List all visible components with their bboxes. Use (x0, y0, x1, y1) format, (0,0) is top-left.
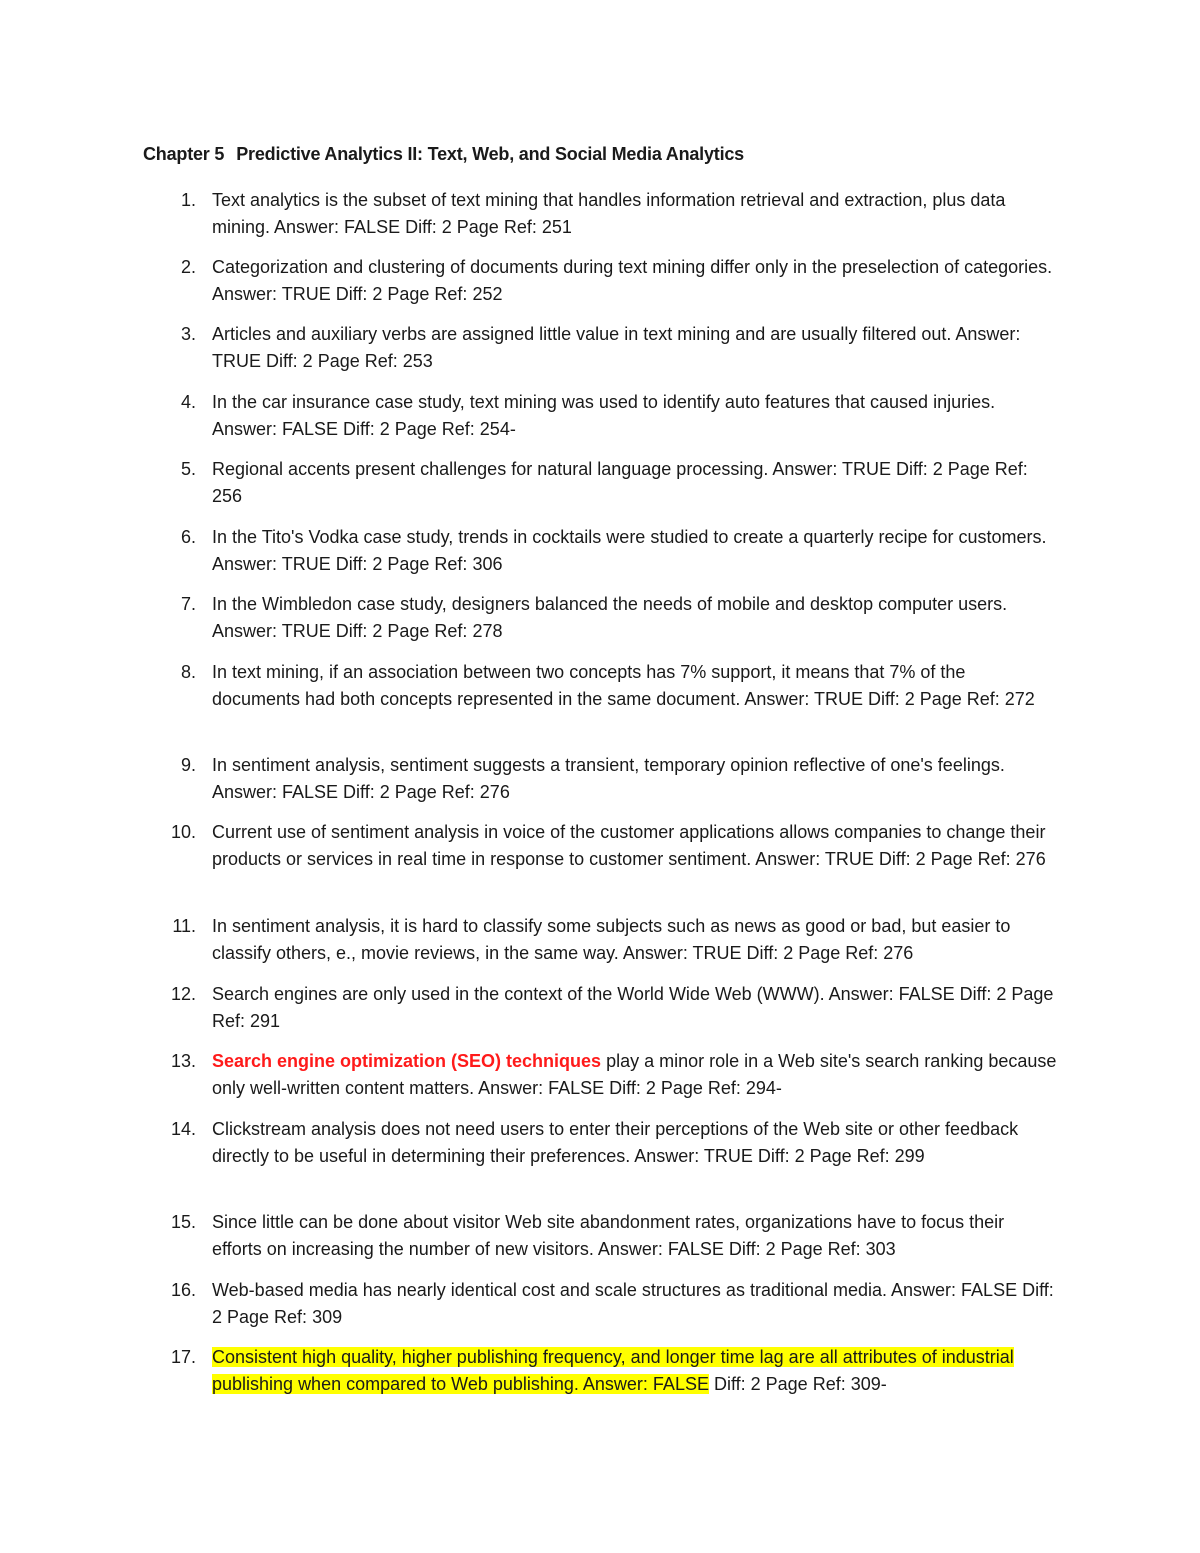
question-text: Categorization and clustering of documents during text mining differ only in the preselection of categories. Answer: TRUE Diff: 2 Page Ref: 252 (212, 257, 1053, 304)
question-number: 13. (170, 1051, 196, 1071)
question-text: Articles and auxiliary verbs are assigned little value in text mining and are usually filtered out. Answer: TRUE Diff: 2 Page Ref: 253 (212, 324, 1021, 371)
question-text: Search engines are only used in the context of the World Wide Web (WWW). Answer: FALSE Diff: 2 Page Ref: 291 (212, 984, 1054, 1031)
question-number: 5. (180, 459, 196, 479)
question-text: In sentiment analysis, sentiment suggests a transient, temporary opinion reflective of one's feelings. Answer: FALSE Diff: 2 Page Ref: 276 (212, 755, 1005, 802)
question-number: 4. (180, 392, 196, 412)
question-number: 15. (170, 1212, 196, 1232)
question-number: 11. (172, 916, 196, 936)
question-number: 16. (170, 1280, 196, 1300)
chapter-label: Chapter 5 (143, 144, 225, 164)
question-number: 17. (170, 1347, 196, 1367)
highlighted-text: Consistent high quality, higher publishing frequency, and longer time lag are all attributes of industrial publishing when compared to Web publishing. Answer: FALSE (212, 1347, 1014, 1394)
question-number: 8. (180, 662, 196, 682)
question-text: In the Wimbledon case study, designers balanced the needs of mobile and desktop computer users. Answer: TRUE Diff: 2 Page Ref: 278 (212, 594, 1008, 641)
question-number: 10. (170, 822, 196, 842)
chapter-title: Predictive Analytics II: Text, Web, and Social Media Analytics (236, 144, 744, 164)
question-number: 7. (180, 594, 196, 614)
question-text (212, 1344, 1057, 1398)
question-text: Clickstream analysis does not need users to enter their perceptions of the Web site or other feedback directly to be useful in determining their preferences. Answer: TRUE Diff: 2 Page Ref: 299 (212, 1119, 1019, 1166)
question-number: 9. (180, 755, 196, 775)
question-text: Since little can be done about visitor Web site abandonment rates, organizations have to focus their efforts on increasing the number of new visitors. Answer: FALSE Diff: 2 Page Ref: 303 (212, 1212, 1005, 1259)
question-number: 3. (180, 324, 196, 344)
question-text: In sentiment analysis, it is hard to classify some subjects such as news as good or bad, but easier to classify others, e., movie reviews, in the same way. Answer: TRUE Diff: 2 Page Ref: 276 (212, 916, 1011, 963)
question-number: 14. (170, 1119, 196, 1139)
question-text: In the car insurance case study, text mining was used to identify auto features that caused injuries. Answer: FALSE Diff: 2 Page Ref: 254- (212, 392, 996, 439)
question-number: 2. (180, 257, 196, 277)
question-number: 1. (180, 190, 196, 210)
red-emphasis-text: Search engine optimization (SEO) techniques (212, 1051, 602, 1071)
question-text: Text analytics is the subset of text mining that handles information retrieval and extraction, plus data mining. Answer: FALSE Diff: 2 Page Ref: 251 (212, 190, 1006, 237)
question-text: In text mining, if an association between two concepts has 7% support, it means that 7% of the documents had both concepts represented in the same document. Answer: TRUE Diff: 2 Page Ref: 272 (212, 662, 1035, 709)
question-text: Current use of sentiment analysis in voice of the customer applications allows companies to change their products or services in real time in response to customer sentiment. Answer: TRUE Diff: 2 Page Ref: 276 (212, 822, 1046, 869)
question-text: In the Tito's Vodka case study, trends in cocktails were studied to create a quarterly recipe for customers. Answer: TRUE Diff: 2 Page Ref: 306 (212, 527, 1047, 574)
question-number: 6. (180, 527, 196, 547)
chapter-heading (143, 144, 744, 165)
question-text: Web-based media has nearly identical cost and scale structures as traditional media. Answer: FALSE Diff: 2 Page Ref: 309 (212, 1280, 1054, 1327)
question-text: Regional accents present challenges for natural language processing. Answer: TRUE Diff: 2 Page Ref: 256 (212, 459, 1028, 506)
question-text-rest: play a minor role in a Web site's search ranking because only well-written content matters. Answer: FALSE Diff: 2 Page Ref: 294- (212, 1051, 1057, 1098)
question-text-rest: Diff: 2 Page Ref: 309- (708, 1374, 887, 1394)
question-number: 12. (170, 984, 196, 1004)
question-text (212, 1048, 1057, 1102)
